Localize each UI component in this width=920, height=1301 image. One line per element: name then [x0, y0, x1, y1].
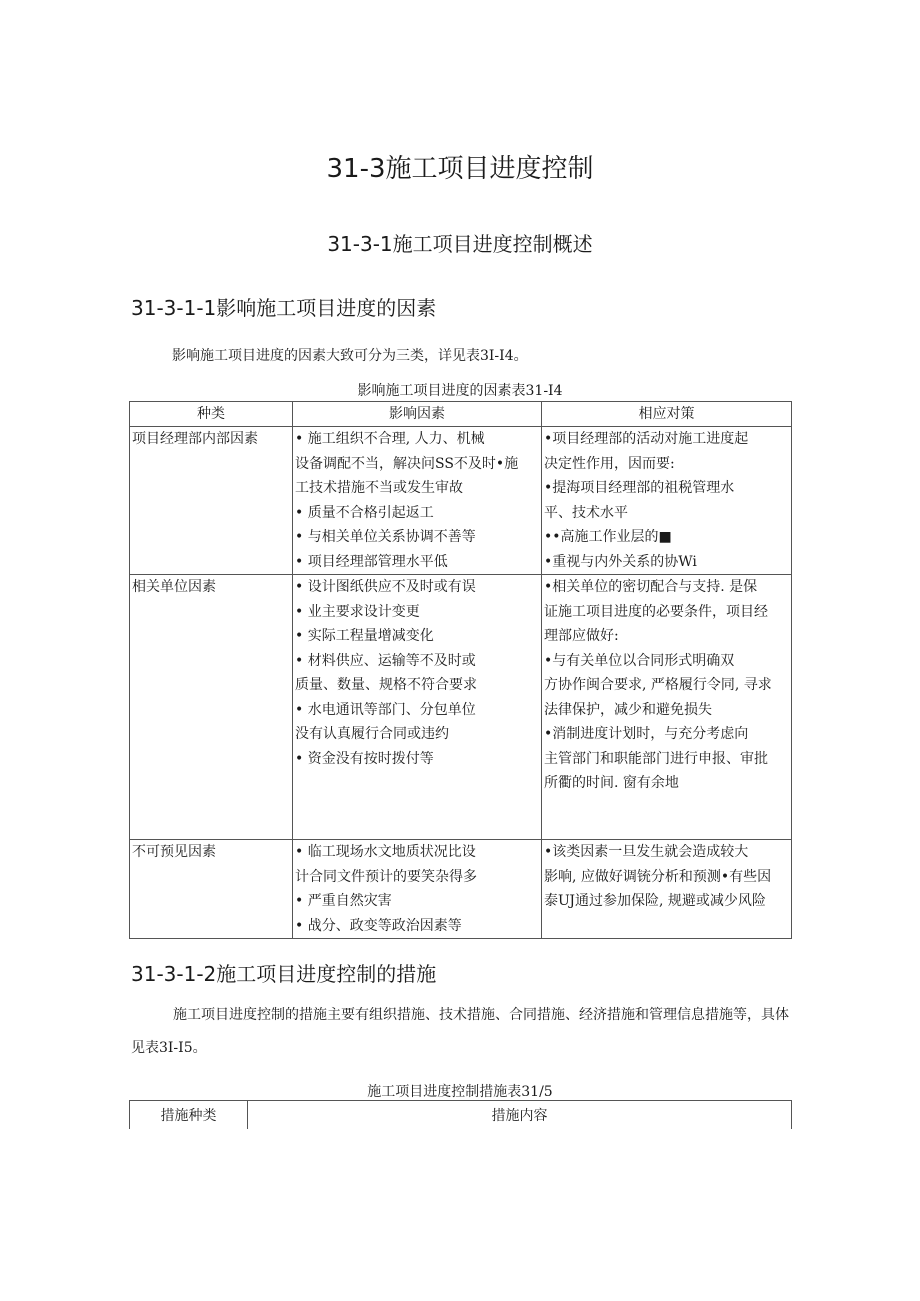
column-header: 影响因素 — [293, 402, 542, 427]
list-item: •重视与内外关系的协Wi — [544, 553, 697, 570]
list-item: 工技术措施不当或发生审故 — [295, 480, 463, 496]
list-item: • 严重自然灾害 — [295, 893, 392, 909]
list-item: 方协作闽合要求, 严格履行令同, 寻求 — [544, 677, 772, 693]
list-item: 法律保护，减少和避免损失 — [544, 701, 712, 718]
category-label: 项目经理部内部因素 — [132, 431, 258, 447]
list-item: 决定性作用，因而要: — [544, 455, 675, 472]
table-row — [130, 427, 792, 575]
main-heading: 31-3施工项目进度控制 — [326, 154, 594, 184]
category-label: 不可预见因素 — [132, 844, 216, 860]
list-item: •该类因素一旦发生就会造成较大 — [544, 844, 749, 860]
list-item: • 设计图纸供应不及时或有误 — [295, 579, 476, 595]
list-item: 设备调配不当，解决问SS不及时•施 — [295, 455, 519, 472]
list-item: •相关单位的密切配合与支持. 是保 — [544, 579, 758, 595]
measures-cell — [542, 840, 792, 939]
factors-cell — [293, 427, 542, 575]
list-item: 影响, 应做好调铳分析和预测•有些因 — [544, 868, 772, 885]
list-item: 没有认真履行合同或违约 — [295, 726, 449, 742]
table-row — [130, 840, 792, 939]
list-item: 泰UJ通过参加保险, 规避或减少风险 — [544, 893, 766, 909]
table-caption-factors: 影响施工项目进度的因素表31-I4 — [357, 383, 563, 399]
category-cell — [130, 575, 293, 840]
category-label: 相关单位因素 — [132, 579, 216, 595]
list-item: 主管部门和职能部门进行申报、审批 — [544, 750, 768, 767]
list-item: 计合同文件预计的要笑杂得多 — [295, 868, 477, 885]
section-heading-measures: 31-3-1-2施工项目进度控制的措施 — [131, 962, 437, 986]
section-heading-factors: 31-3-1-1影响施工项目进度的因素 — [131, 296, 437, 320]
factors-cell — [293, 575, 542, 840]
list-item: • 材料供应、运输等不及时或 — [295, 652, 476, 669]
list-item: 质量、数量、规格不符合要求 — [295, 677, 477, 693]
column-header: 种类 — [130, 402, 293, 427]
list-item: • 项目经理部管理水平低 — [295, 553, 448, 570]
column-header: 相应对策 — [542, 402, 792, 427]
list-item: 平、技术水平 — [544, 504, 628, 521]
list-item: • 与相关单位关系协调不善等 — [295, 529, 476, 545]
table-row — [130, 575, 792, 840]
factors-table — [129, 401, 792, 939]
list-item: • 实际工程量增减变化 — [295, 628, 434, 644]
factors-cell — [293, 840, 542, 939]
measures-cell — [542, 575, 792, 840]
column-header: 措施种类 — [130, 1101, 248, 1130]
intro-paragraph-factors: 影响施工项目进度的因素大致可分为三类，详见表3I-I4。 — [172, 348, 528, 364]
list-item: • 临工现场水文地质状况比设 — [295, 844, 476, 860]
list-item: • 施工组织不合理, 人力、机械 — [295, 431, 485, 447]
category-cell — [130, 840, 293, 939]
list-item: •提海项目经理部的祖税管理水 — [544, 480, 735, 496]
list-item: 证施工项目进度的必要条件，项目经 — [544, 603, 768, 620]
list-item: ••高施工作业层的■ — [544, 529, 672, 545]
list-item: • 水电通讯等部门、分包单位 — [295, 701, 476, 718]
table-header-row — [130, 1101, 792, 1130]
list-item: •消制进度计划时，与充分考虑向 — [544, 726, 749, 742]
list-item: • 战分、政变等政治因素等 — [295, 917, 462, 934]
column-header: 措施内容 — [248, 1101, 792, 1130]
list-item: •与有关单位以合同形式明确双 — [544, 652, 735, 669]
table-header-row — [130, 402, 792, 427]
list-item: 理部应做好: — [544, 628, 619, 644]
measures-table — [129, 1100, 792, 1129]
subheading: 31-3-1施工项目进度控制概述 — [327, 232, 593, 256]
list-item: •项目经理部的活动对施工进度起 — [544, 431, 749, 447]
category-cell — [130, 427, 293, 575]
table-caption-measures: 施工项目进度控制措施表31/5 — [367, 1084, 553, 1100]
list-item: • 业主要求设计变更 — [295, 603, 420, 620]
list-item: 所衢的时间. 窗有余地 — [544, 775, 679, 791]
list-item: • 质量不合格引起返工 — [295, 504, 434, 521]
intro-paragraph-measures: 施工项目进度控制的措施主要有组织措施、技术措施、合同措施、经济措施和管理信息措施等，具体见表3I-I5。 — [131, 1007, 789, 1056]
measures-cell — [542, 427, 792, 575]
list-item: • 资金没有按时拨付等 — [295, 750, 434, 767]
